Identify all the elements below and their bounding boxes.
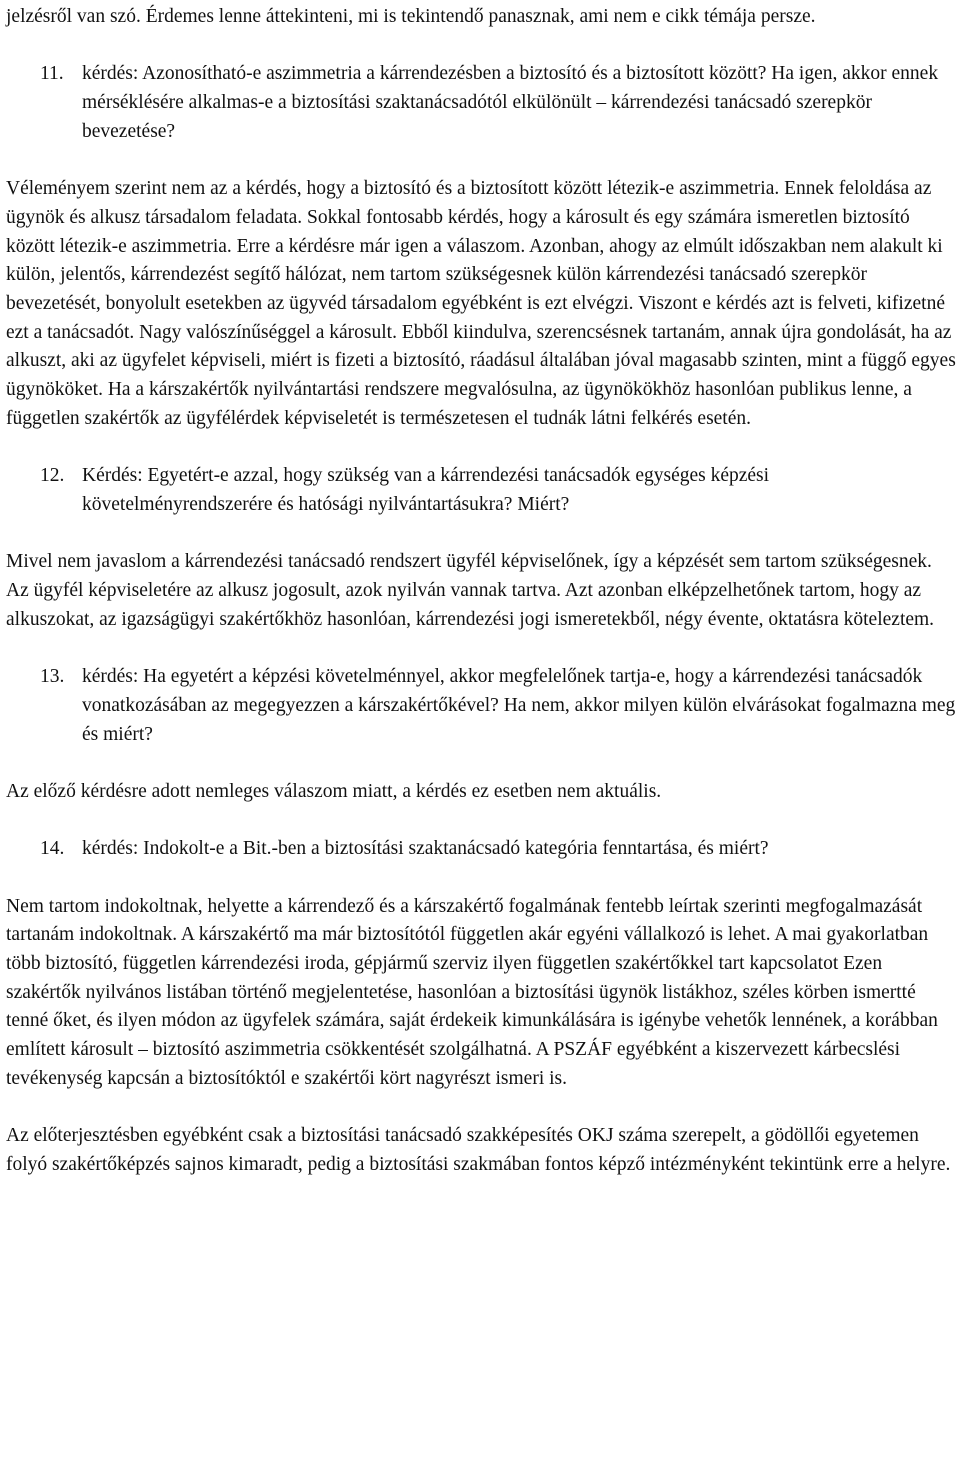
paragraph-gap — [6, 520, 956, 549]
question-number: 13. — [40, 666, 65, 688]
paragraph-gap — [6, 807, 956, 836]
paragraph-gap — [6, 1094, 956, 1123]
question-13 — [6, 663, 956, 749]
closing-paragraph: Az előterjesztésben egyébként csak a biztosítási tanácsadó szakképesítés OKJ száma szerepelt, a gödöllői egyetemen folyó szakértőképzés sajnos kimaradt, pedig a biztosítási szakmában fontos képző intézményként tekintünk erre a helyre. — [6, 1125, 951, 1175]
question-number: 12. — [40, 465, 65, 487]
answer-11: Véleményem szerint nem az a kérdés, hogy a biztosító és a biztosított között létezik-e aszimmetria. Ennek feloldása az ügynök és alkusz társadalom feladata. Sokkal fontosabb kérdés, hogy a károsult és egy számára ismeretlen biztosító között létezik-e aszimmetria. Erre a kérdésre már igen a válaszom. Azonban, ahogy az elmúlt időszakban nem alakult ki külön, jelentős, kárrendezést segítő hálózat, nem tartom szükségesnek külön kárrendezési tanácsadó szerepkör bevezetését, bonyolult esetekben az ügyvéd társadalom egyébként is ezt elvégzi. Viszont e kérdés azt is felveti, kifizetné ezt a tanácsadót. Nagy valószínűséggel a károsult. Ebből kiindulva, szerencsésnek tartanám, annak újra gondolását, ha az alkuszt, aki az ügyfelet képviseli, miért is fizeti a biztosító, ráadásul általában jóval magasabb szinten, mint a függő egyes ügynököket. Ha a kárszakértők nyilvántartási rendszere megvalósulna, az ügynökökhöz hasonlóan publikus lenne, a független szakértők az ügyfélérdek képviseletét is természetesen el tudnák látni felkérés esetén. — [6, 178, 956, 429]
document-page — [6, 3, 956, 1180]
question-12 — [6, 462, 956, 519]
paragraph-gap — [6, 434, 956, 463]
paragraph-gap — [6, 32, 956, 61]
answer-14: Nem tartom indokoltnak, helyette a kárrendező és a kárszakértő fogalmának fentebb leírtak szerinti megfogalmazását tartanám indokoltnak. A kárszakértő ma már biztosítótól független akár egyéni vállalkozó is lehet. A mai gyakorlatban több biztosító, független kárrendezési iroda, gépjármű szerviz ilyen független szakértőkkel tart kapcsolatot Ezen szakértők nyilvános listában történő megjelentetése, hasonlóan a biztosítási ügynök listákhoz, széles körben ismertté tenné őket, és ilyen módon az ügyfelek számára, saját érdekeik kimunkálására is igénybe vehetők lennének, a korábban említett károsult – biztosító aszimmetria csökkentését szolgálhatná. A PSZÁF egyébként a kiszervezett kárbecslési tevékenység kapcsán a biztosítóktól e szakértői kört nagyrészt ismeri is. — [6, 895, 938, 1089]
question-number: 14. — [40, 838, 65, 860]
answer-12: Mivel nem javaslom a kárrendezési tanácsadó rendszert ügyfél képviselőnek, így a képzését sem tartom szükségesnek. Az ügyfél képviseletére az alkusz jogosult, azok nyilván vannak tartva. Azt azonban elképzelhetőnek tartom, hogy az alkuszokat, az igazságügyi szakértőkhöz hasonlóan, kárrendezési jogi ismeretekből, négy évente, oktatásra köteleztem. — [6, 551, 935, 630]
paragraph-gap — [6, 634, 956, 663]
question-text: kérdés: Indokolt-e a Bit.-ben a biztosítási szaktanácsadó kategória fenntartása, és miért? — [82, 838, 769, 860]
question-14 — [6, 835, 956, 864]
question-number: 11. — [40, 63, 64, 85]
paragraph-gap — [6, 749, 956, 778]
intro-paragraph: jelzésről van szó. Érdemes lenne áttekinteni, mi is tekintendő panasznak, ami nem e cikk témája persze. — [6, 6, 816, 27]
paragraph-gap — [6, 864, 956, 893]
question-text: kérdés: Azonosítható-e aszimmetria a kárrendezésben a biztosító és a biztosított között? Ha igen, akkor ennek mérséklésére alkalmas-e a biztosítási szaktanácsadótól elkülönült – kárrendezési tanácsadó szerepkör bevezetése? — [82, 63, 939, 142]
question-text: kérdés: Ha egyetért a képzési követelménnyel, akkor megfelelőnek tartja-e, hogy a kárrendezési tanácsadók vonatkozásában az megegyezzen a kárszakértőkével? Ha nem, akkor milyen külön elvárásokat fogalmazna meg és miért? — [82, 666, 956, 745]
question-text: Kérdés: Egyetért-e azzal, hogy szükség van a kárrendezési tanácsadók egységes képzési követelményrendszerére és hatósági nyilvántartásukra? Miért? — [82, 465, 770, 515]
paragraph-gap — [6, 147, 956, 176]
question-11 — [6, 60, 956, 146]
answer-13: Az előző kérdésre adott nemleges válaszom miatt, a kérdés ez esetben nem aktuális. — [6, 780, 662, 802]
